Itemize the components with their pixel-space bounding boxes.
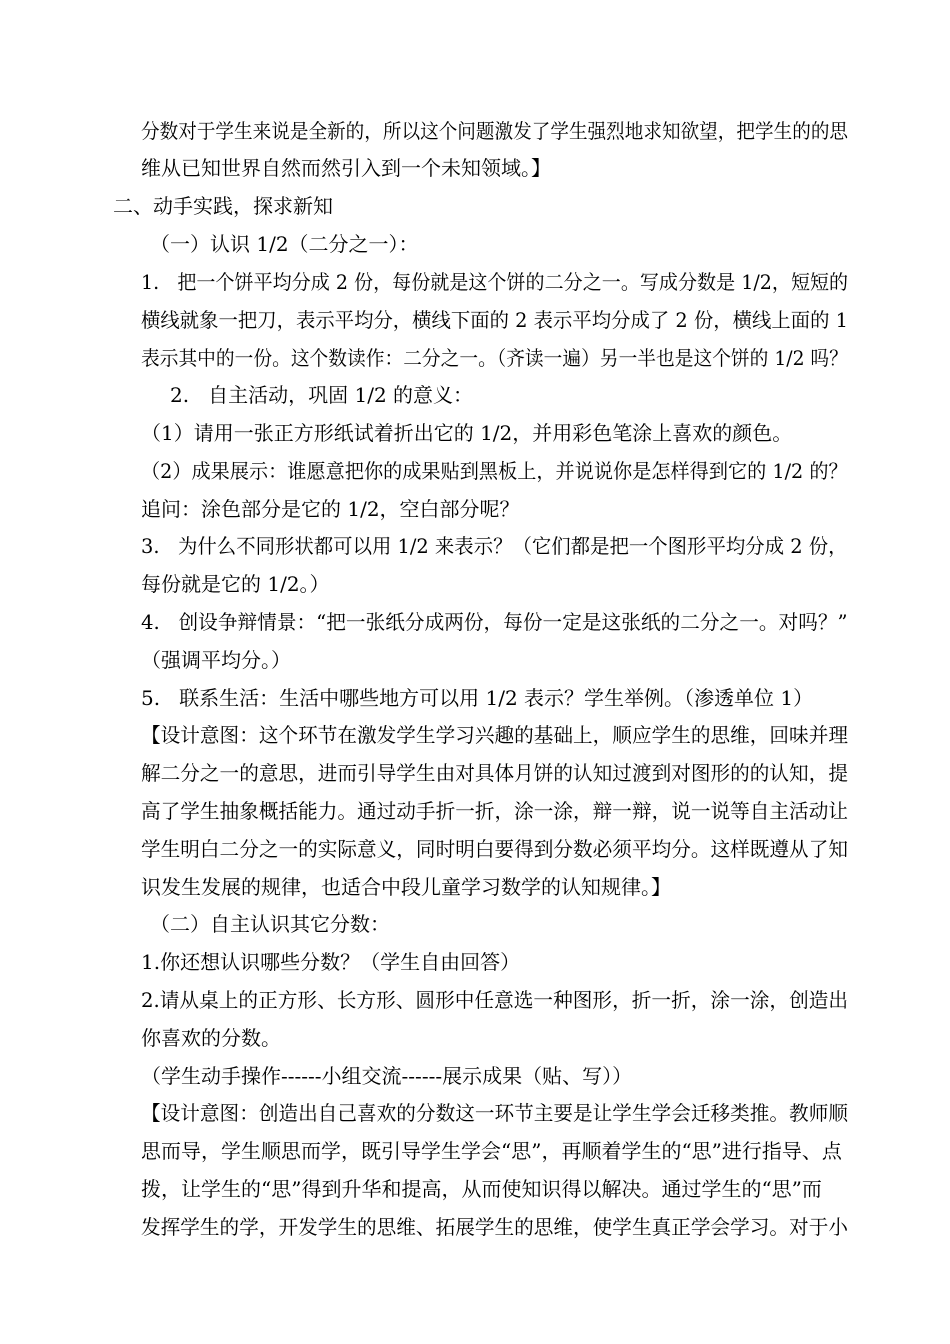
text-line: 4. 创设争辩情景：“把一张纸分成两份，每份一定是这张纸的二分之一。对吗？” (141, 610, 848, 634)
design-intent-line: 解二分之一的意思，进而引导学生由对具体月饼的认知过渡到对图形的的认知，提 (141, 761, 848, 785)
text-line: 1. 把一个饼平均分成 2 份，每份就是这个饼的二分之一。写成分数是 1/2，短短的 (141, 270, 849, 294)
design-intent-line: 【设计意图：这个环节在激发学生学习兴趣的基础上，顺应学生的思维，回味并理 (141, 723, 848, 747)
design-intent-line: 思而导，学生顺思而学，既引导学生学会“思”，再顺着学生的“思”进行指导、点 (141, 1139, 842, 1163)
text-line: 5. 联系生活：生活中哪些地方可以用 1/2 表示？学生举例。（渗透单位 1） (141, 686, 814, 710)
design-intent-line: 拨，让学生的“思”得到升华和提高，从而使知识得以解决。通过学生的“思”而 (141, 1177, 822, 1201)
text-line: 3. 为什么不同形状都可以用 1/2 来表示？（它们都是把一个图形平均分成 2 份， (141, 534, 848, 558)
section-heading: 二、动手实践，探求新知 (113, 194, 333, 218)
text-line: （2）成果展示：谁愿意把你的成果贴到黑板上，并说说你是怎样得到它的 1/2 的？ (141, 459, 848, 483)
design-intent-line: 高了学生抽象概括能力。通过动手折一折，涂一涂，辩一辩，说一说等自主活动让 (141, 799, 848, 823)
design-intent-line: 学生明白二分之一的实际意义，同时明白要得到分数必须平均分。这样既遵从了知 (141, 837, 848, 861)
subsection-heading: （一）认识 1/2（二分之一）： (150, 232, 419, 256)
text-line: 分数对于学生来说是全新的，所以这个问题激发了学生强烈地求知欲望，把学生的的思 (141, 119, 849, 143)
text-line: （强调平均分。） (141, 648, 291, 672)
design-intent-line: 识发生发展的规律，也适合中段儿童学习数学的认知规律。】 (141, 875, 671, 899)
subsection-heading: （二）自主认识其它分数： (150, 912, 390, 936)
text-line: 追问：涂色部分是它的 1/2，空白部分呢？ (141, 497, 520, 521)
text-line: 2.请从桌上的正方形、长方形、圆形中任意选一种图形，折一折，涂一涂，创造出 (141, 988, 849, 1012)
text-line: 表示其中的一份。这个数读作：二分之一。（齐读一遍）另一半也是这个饼的 1/2 吗？ (141, 346, 848, 370)
text-line: （学生动手操作------小组交流------展示成果（贴、写）） (141, 1064, 633, 1088)
text-line: 1.你还想认识哪些分数？（学生自由回答） (141, 950, 521, 974)
text-line: 每份就是它的 1/2。） (141, 572, 330, 596)
text-line: （1）请用一张正方形纸试着折出它的 1/2，并用彩色笔涂上喜欢的颜色。 (141, 421, 793, 445)
text-line: 你喜欢的分数。 (141, 1026, 281, 1050)
text-line: 2. 自主活动，巩固 1/2 的意义： (170, 383, 474, 407)
design-intent-line: 发挥学生的学，开发学生的思维、拓展学生的思维，使学生真正学会学习。对于小 (141, 1215, 848, 1239)
design-intent-line: 【设计意图：创造出自己喜欢的分数这一环节主要是让学生学会迁移类推。教师顺 (141, 1101, 848, 1125)
text-line: 横线就象一把刀，表示平均分，横线下面的 2 表示平均分成了 2 份，横线上面的 1 (141, 308, 848, 332)
text-line: 维从已知世界自然而然引入到一个未知领域。】 (141, 156, 551, 180)
